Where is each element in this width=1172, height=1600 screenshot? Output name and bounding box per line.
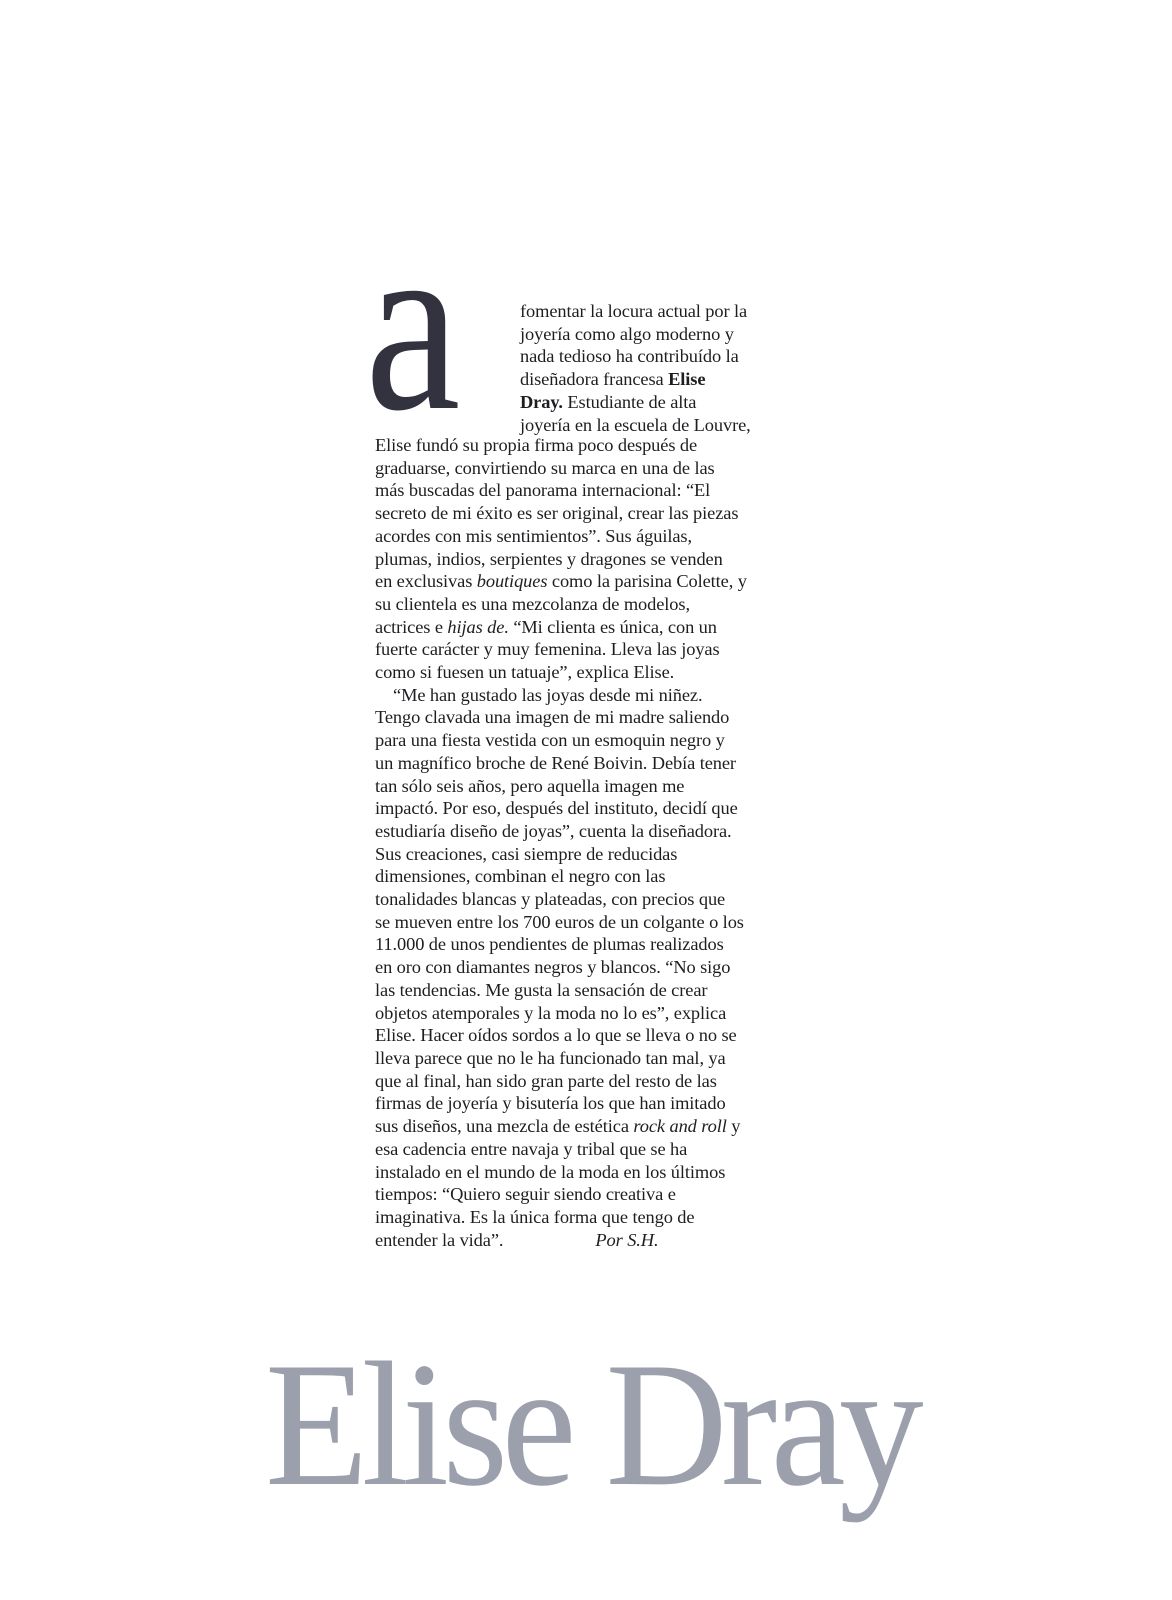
text-line: que al final, han sido gran parte del resto de las bbox=[375, 1070, 717, 1091]
text-line: objetos atemporales y la moda no lo es”, explica bbox=[375, 1002, 727, 1023]
text-line: 11.000 de unos pendientes de plumas realizados bbox=[375, 934, 724, 955]
text-segment: entender la vida”. bbox=[375, 1229, 504, 1250]
author-signature: Por S.H. bbox=[595, 1229, 659, 1250]
text-line bbox=[520, 391, 767, 414]
text-line: fomentar la locura actual por la bbox=[520, 301, 748, 321]
italic-term: hijas de. bbox=[447, 616, 509, 637]
text-line: plumas, indios, serpientes y dragones se venden bbox=[375, 548, 723, 569]
text-line: para una fiesta vestida con un esmoquin negro y bbox=[375, 730, 725, 751]
text-line: Elise. Hacer oídos sordos a lo que se lleva o no se bbox=[375, 1025, 737, 1046]
text-segment: como la parisina Colette, y bbox=[547, 571, 747, 592]
text-line: imaginativa. Es la única forma que tengo de bbox=[375, 1206, 695, 1227]
text-line: las tendencias. Me gusta la sensación de crear bbox=[375, 979, 708, 1000]
text-segment: sus diseños, una mezcla de estética bbox=[375, 1116, 634, 1137]
text-line bbox=[375, 1115, 767, 1138]
text-line: en oro con diamantes negros y blancos. “No sigo bbox=[375, 957, 731, 978]
text-line: instalado en el mundo de la moda en los últimos bbox=[375, 1161, 726, 1182]
text-line: un magnífico broche de René Boivin. Debía tener bbox=[375, 752, 736, 773]
text-line: como si fuesen un tatuaje”, explica Elise. bbox=[375, 662, 675, 683]
text-line: dimensiones, combinan el negro con las bbox=[375, 866, 666, 887]
text-line: tiempos: “Quiero seguir siendo creativa e bbox=[375, 1184, 676, 1205]
text-line bbox=[375, 616, 767, 639]
text-segment: diseñadora francesa bbox=[520, 369, 669, 390]
text-line: esa cadencia entre navaja y tribal que se ha bbox=[375, 1138, 688, 1159]
text-line: más buscadas del panorama internacional: “El bbox=[375, 480, 711, 501]
text-line: nada tedioso ha contribuído la bbox=[520, 346, 739, 367]
text-segment: en exclusivas bbox=[375, 571, 477, 592]
text-line: Elise fundó su propia firma poco después de bbox=[375, 435, 698, 455]
text-line: lleva parece que no le ha funcionado tan mal, ya bbox=[375, 1047, 726, 1068]
text-line: joyería como algo moderno y bbox=[520, 323, 734, 344]
designer-name-bold: Elise bbox=[668, 369, 706, 390]
text-line: acordes con mis sentimientos”. Sus águilas, bbox=[375, 525, 692, 546]
text-line: su clientela es una mezcolanza de modelos, bbox=[375, 593, 690, 614]
text-line: tonalidades blancas y plateadas, con precios que bbox=[375, 889, 726, 910]
text-line: firmas de joyería y bisutería los que han imitado bbox=[375, 1093, 726, 1114]
text-line bbox=[375, 1229, 767, 1252]
text-line: impactó. Por eso, después del instituto, decidí que bbox=[375, 798, 738, 819]
text-line: secreto de mi éxito es ser original, crear las piezas bbox=[375, 503, 739, 524]
body-lines bbox=[375, 434, 767, 1251]
italic-term: rock and roll bbox=[633, 1116, 727, 1137]
italic-term: boutiques bbox=[476, 571, 548, 592]
text-line: se mueven entre los 700 euros de un colgante o los bbox=[375, 911, 744, 932]
article-body bbox=[365, 186, 767, 1251]
text-segment: Estudiante de alta bbox=[562, 391, 697, 412]
designer-name-bold: Dray. bbox=[520, 391, 563, 412]
text-segment: “Mi clienta es única, con un bbox=[508, 616, 717, 637]
text-line: fuerte carácter y muy femenina. Lleva las joyas bbox=[375, 639, 720, 660]
text-line bbox=[520, 368, 767, 391]
text-line: graduarse, convirtiendo su marca en una de las bbox=[375, 457, 715, 478]
text-line: tan sólo seis años, pero aquella imagen me bbox=[375, 775, 685, 796]
text-line: Tengo clavada una imagen de mi madre saliendo bbox=[375, 707, 730, 728]
text-line: joyería en la escuela de Louvre, bbox=[520, 414, 751, 435]
text-line: estudiaría diseño de joyas”, cuenta la diseñadora. bbox=[375, 820, 732, 841]
drop-cap: a bbox=[365, 186, 461, 463]
text-line: Sus creaciones, casi siempre de reducidas bbox=[375, 843, 678, 864]
text-segment: actrices e bbox=[375, 616, 448, 637]
text-segment: y bbox=[726, 1116, 741, 1137]
text-line bbox=[375, 570, 767, 593]
text-line: “Me han gustado las joyas desde mi niñez. bbox=[393, 684, 703, 705]
lead-lines bbox=[520, 300, 767, 436]
designer-title: Elise Dray bbox=[265, 1325, 917, 1523]
